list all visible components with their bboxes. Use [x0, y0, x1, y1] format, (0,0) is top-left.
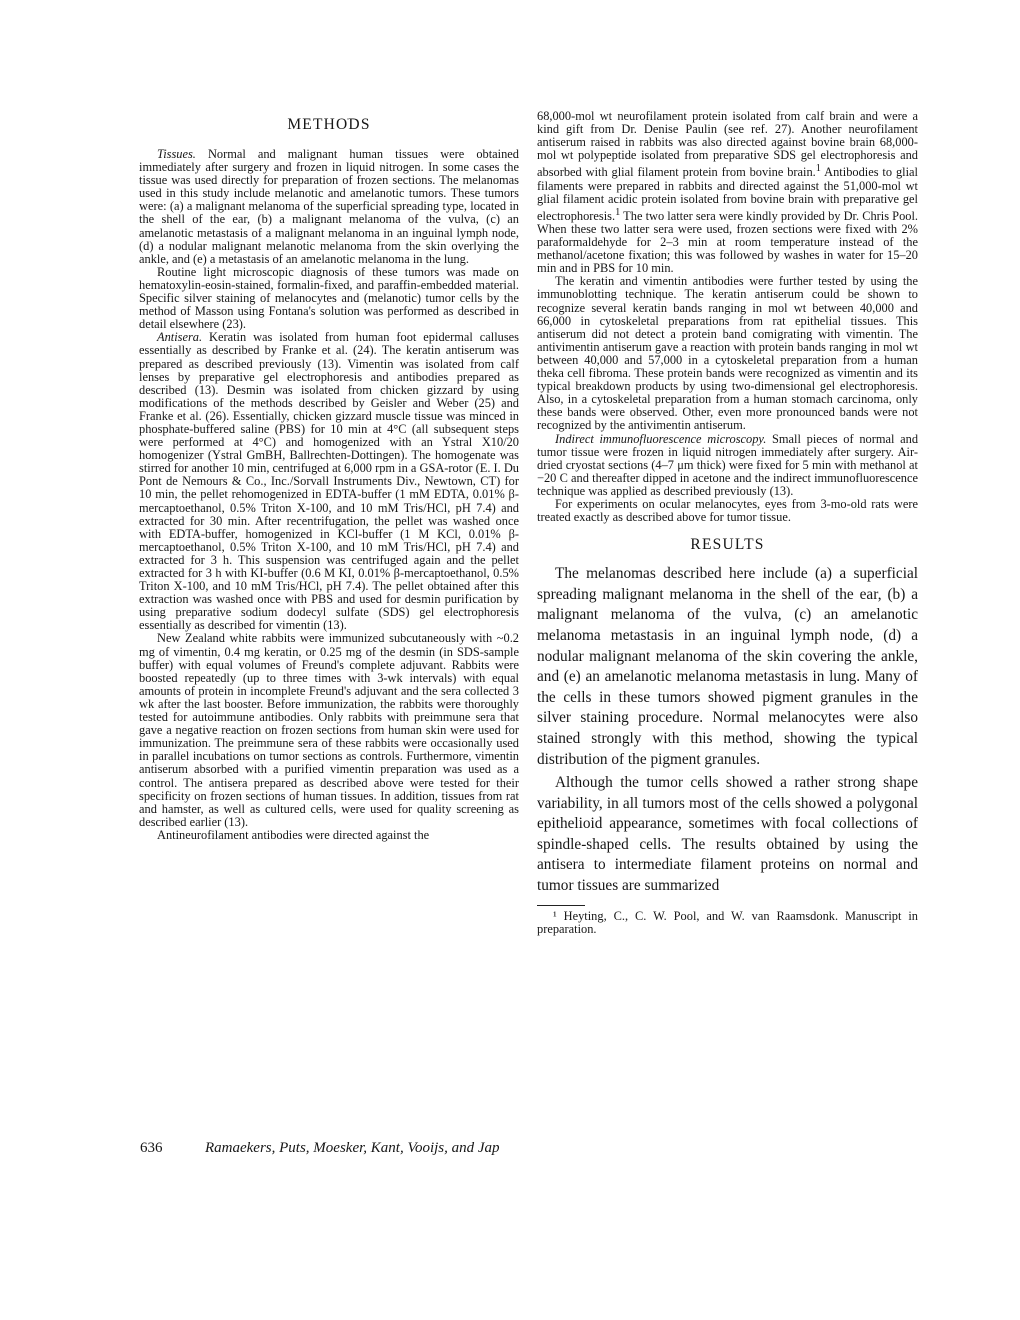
antineurofilament-paragraph: Antineurofilament antibodies were directed against the — [157, 827, 430, 842]
neurofilament-text-2: Antibodies to glial filaments were prepared in rabbits and directed against the 51,000-mol wt glial filament acidic protein isolated from bovine brain with preparative gel electrophoresis. — [537, 165, 918, 223]
results-paragraph-2: Although the tumor cells showed a rather strong shape variability, in all tumors most of the cells showed a polygonal epithelioid appearance, sometimes with focal collections of spindle-shaped cells. The results obtained by using the antisera to intermediate filament proteins on normal and tumor tissues are summarized — [537, 774, 918, 895]
footnote: ¹ Heyting, C., C. W. Pool, and W. van Raamsdonk. Manuscript in preparation. — [537, 908, 918, 937]
neurofilament-text-3: The two latter sera were kindly provided by Dr. Chris Pool. When these two latter sera were used, frozen sections were fixed with 2% paraformaldehyde for 2–3 min at room temperature instead of the methanol/acetone fixation; this was followed by washes in water for 15–20 min and in PBS for 10 min. — [537, 208, 918, 276]
results-heading: RESULTS — [690, 536, 765, 554]
tissues-text: Normal and malignant human tissues were obtained immediately after surgery and frozen in liquid nitrogen. In some cases the tissue was used directly for preparation of frozen sections. The melanomas used in this study include melanotic and amelanotic tumors. These tumors were: (a) a malignant melanoma of the superficial spreading type, located in the shell of the ear, (b) a malignant melanoma of the vulva, (c) an amelanotic metastasis of a malignant melanoma in an inguinal lymph node, (d) a nodular malignant melanotic melanoma from the skin overlying the ankle, and (e) a metastasis of an amelanotic melanoma in the lung. — [139, 147, 519, 266]
footnote-rule — [537, 905, 585, 906]
antisera-paragraph — [139, 331, 519, 632]
tissues-paragraph — [139, 148, 519, 266]
left-column — [139, 110, 519, 842]
keratin-paragraph: The keratin and vimentin antibodies were further tested by using the immunoblotting technique. The keratin antiserum could be shown to recognize several keratin bands ranging in mol wt between 40,000 and 66,000 in cytoskeletal preparations from rat epithelial tissues. This antiserum did not detect a protein band comigrating with vimentin. The antivimentin antiserum gave a reaction with protein bands ranging in mol wt between 40,000 and 57,000 in a cytoskeletal preparation from a human theka cell fibroma. These protein bands were recognized as vimentin and its typical breakdown products by using two-dimensional gel electrophoresis. Also, in a cytoskeletal preparation from a human stomach carcinoma, only these bands were observed. Other, even more pronounced bands were not recognized by the antivimentin antiserum. — [537, 274, 918, 433]
tissues-label: Tissues. — [157, 147, 196, 161]
antisera-label: Antisera. — [157, 330, 203, 345]
indirect-text: Small pieces of normal and tumor tissue were frozen in liquid nitrogen immediately after surgery. Air-dried cryostat sections (4–7 μm thick) were fixed for 5 min with methanol at −20 C and thereafter dipped in acetone and the indirect immunofluorescence technique was applied as described previously (13). — [537, 431, 919, 498]
antisera-text: Keratin was isolated from human foot epidermal calluses essentially as described by Franke et al. (24). The keratin antiserum was prepared as described previously (13). Vimentin was isolated from calf lenses by preparative gel electrophoresis and antibodies prepared as described (13). Desmin was isolated from chicken gizzard by using modifications of the methods described by Geisler and Weber (25) and Franke et al. (26). Essentially, chicken gizzard muscle tissue was minced in phosphate-buffered saline (PBS) for 10 min at 4°C (all subsequent steps were performed at 4°C) and homogenized with an Ystral X10/20 homogenizer (Ystral GmBH, Ballrechten-Dottingen). The homogenate was stirred for another 10 min, centrifuged at 6,000 rpm in a GSA-rotor (E. I. Du Pont de Nemours & Co., Inc./Sorvall Instruments Div., Newtown, CT) for 10 min, the pellet rehomogenized in EDTA-buffer (1 mM EDTA, 0.01% β-mercaptoethanol, 0.5% Triton X-100, and 10 mM Tris/HCl, pH 7.4) and extracted for 30 min. After recentrifugation, the pellet was washed once with EDTA-buffer, homogenized in KCl-buffer (1 M KCl, 0.01% β-mercaptoethanol, 0.5% Triton X-100, and 10 mM Tris/HCl, pH 7.4) and extracted for 3 h. This suspension was centrifuged again and the pellet extracted for 3 h with KI-buffer (0.6 M KI, 0.01% β-mercaptoethanol, 0.5% Triton X-100, and 10 mM Tris/HCl, pH 7.4). The pellet obtained after this extraction was washed once with PBS and used for desmin purification by using preparative sodium dodecyl sulfate (SDS) gel electrophoresis essentially as described for vimentin (13). — [139, 330, 519, 633]
indirect-paragraph — [537, 433, 918, 498]
indirect-label: Indirect immunofluorescence microscopy. — [555, 431, 767, 446]
routine-paragraph: Routine light microscopic diagnosis of these tumors was made on hematoxylin-eosin-stained, formalin-fixed, and paraffin-embedded material. Specific silver staining of melanocytes and (melanotic) tumor cells by the method of Masson using Fontana's solution was performed as described in detail elsewhere (23). — [139, 264, 519, 332]
running-authors: Ramaekers, Puts, Moesker, Kant, Vooijs, and Jap — [205, 1140, 500, 1156]
ocular-paragraph: For experiments on ocular melanocytes, eyes from 3-mo-old rats were treated exactly as described above for tumor tissue. — [537, 496, 918, 525]
right-column — [537, 110, 918, 937]
methods-heading: METHODS — [287, 116, 371, 133]
footnote-ref-2: 1 — [615, 206, 621, 218]
results-paragraph-1: The melanomas described here include (a) a superficial spreading malignant melanoma in the shell of the ear, (b) a malignant melanoma of the vulva, (c) an amelanotic melanoma metastasis in an inguinal lymph node, (d) a nodular malignant melanoma of the skin covering the ankle, and (e) an amelanotic melanoma metastasis in lung. Many of the cells in these tumors showed pigment granules in the silver staining procedure. Normal melanocytes were also stained strongly with this method, showing the typical distribution of the pigment granules. — [537, 565, 918, 768]
neurofilament-text-1: 68,000-mol wt neurofilament protein isolated from calf brain and were a kind gift from Dr. Denise Paulin (see ref. 27). Another neurofilament antiserum raised in rabbits was also directed against bovine brain 68,000-mol wt polypeptide isolated from preparative SDS gel electrophoresis and absorbed with glial filament protein from bovine brain. — [537, 109, 918, 180]
page-number: 636 — [140, 1140, 163, 1156]
neurofilament-paragraph — [537, 110, 918, 275]
rabbits-paragraph: New Zealand white rabbits were immunized subcutaneously with ~0.2 mg of vimentin, 0.4 mg keratin, or 0.25 mg of the desmin (in SDS-sample buffer) with equal volumes of Freund's complete adjuvant. Rabbits were boosted repeatedly (up to three times with 3-wk intervals) with equal amounts of protein in incomplete Freund's adjuvant and the sera collected 3 wk after the last booster. Before immunization, the rabbits were thoroughly tested for autoimmune antibodies. Only rabbits with preimmune sera that gave a negative reaction on frozen sections from human skin were used for immunization. The preimmune sera of these rabbits were occasionally used in parallel incubations on tumor sections as controls. Furthermore, vimentin antiserum absorbed with a purified vimentin preparation was used as a control. The antisera prepared as described above were tested for their specificity on frozen sections of human tissues. In addition, tissues from rat and hamster, as well as cultured cells, were used for quality screening as described earlier (13). — [139, 631, 519, 829]
footnote-ref-1: 1 — [815, 163, 821, 175]
